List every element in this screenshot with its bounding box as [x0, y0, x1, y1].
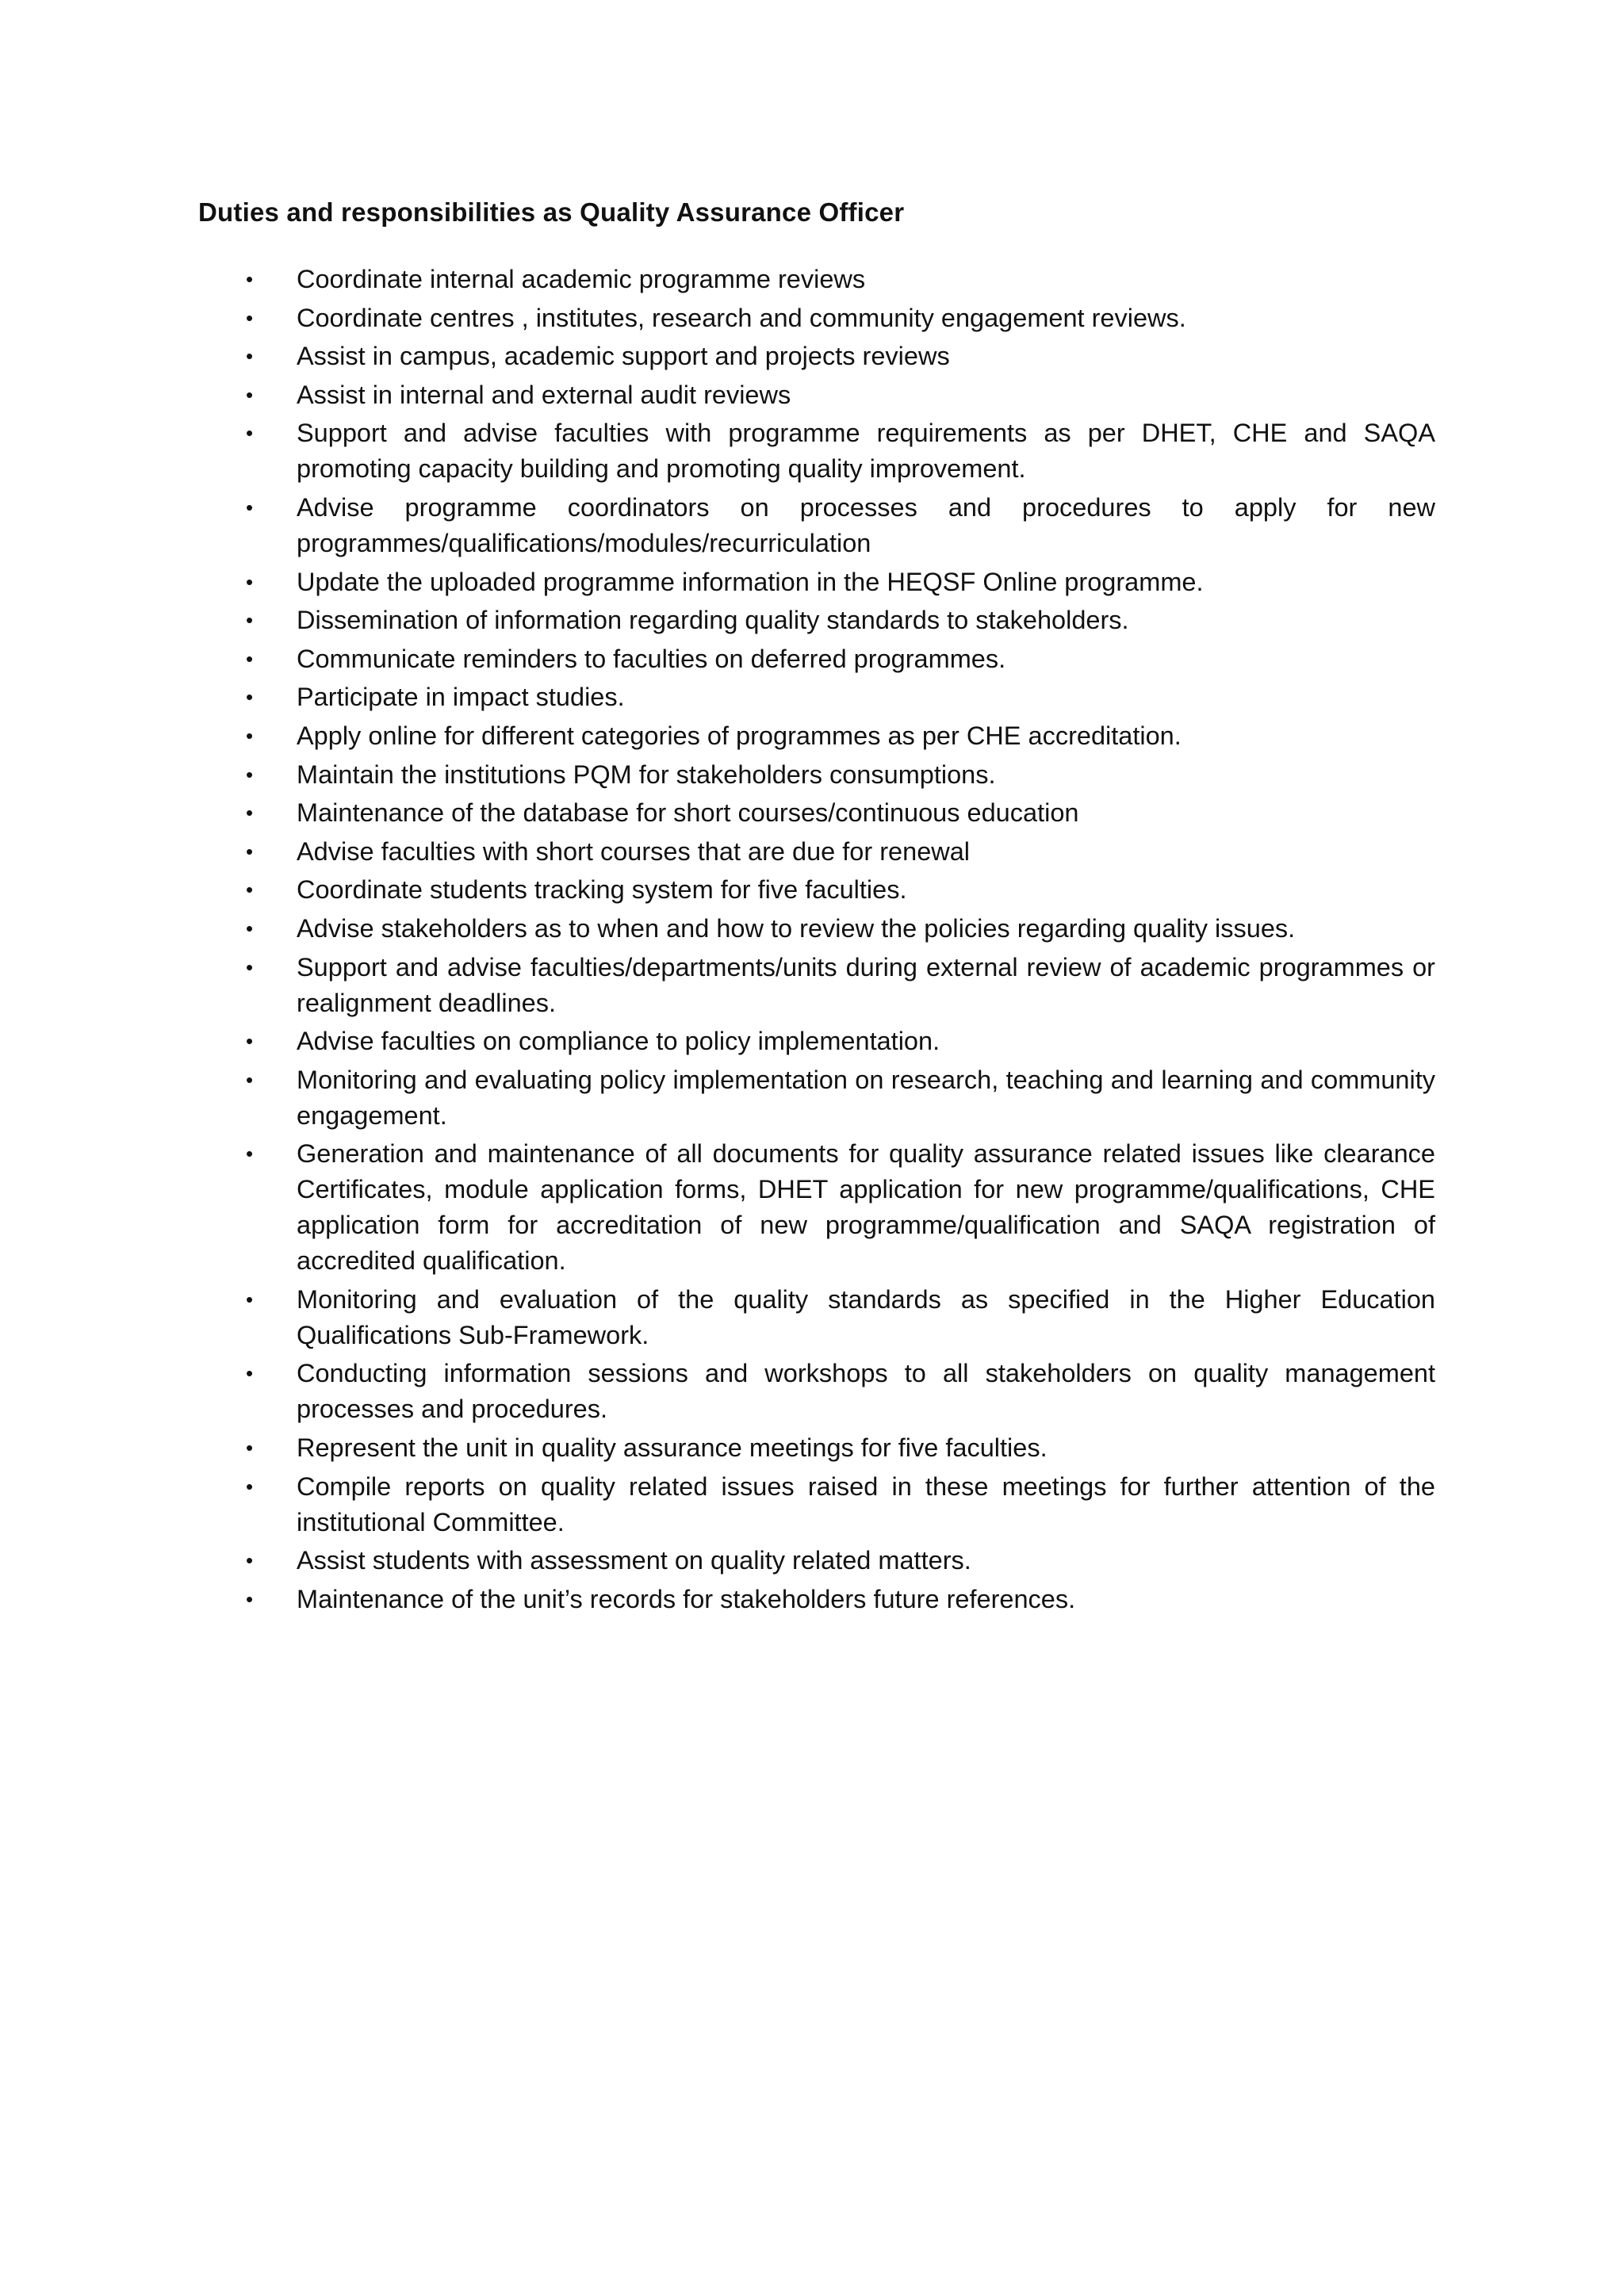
- bullet-icon: •: [246, 646, 254, 671]
- duty-item: [246, 1582, 1435, 1617]
- duty-item: [246, 377, 1435, 413]
- duty-text: Communicate reminders to faculties on deferred programmes.: [297, 644, 1006, 673]
- duty-item: [246, 564, 1435, 600]
- duty-text: Maintenance of the database for short courses/continuous education: [297, 798, 1079, 828]
- duty-item: [246, 641, 1435, 677]
- duty-item: [246, 757, 1435, 793]
- duty-text: Dissemination of information regarding quality standards to stakeholders.: [297, 606, 1129, 635]
- bullet-icon: •: [246, 382, 254, 407]
- duty-text: Monitoring and evaluating policy implementation on research, teaching and learning and community engagement.: [297, 1065, 1435, 1130]
- duty-text: Assist in campus, academic support and projects reviews: [297, 342, 950, 371]
- bullet-icon: •: [246, 1586, 254, 1611]
- duty-item: [246, 872, 1435, 908]
- duty-item: [246, 603, 1435, 638]
- bullet-icon: •: [246, 1067, 254, 1092]
- duty-text: Advise stakeholders as to when and how to review the policies regarding quality issues.: [297, 913, 1296, 943]
- bullet-icon: •: [246, 801, 254, 825]
- duty-item: [246, 1469, 1435, 1540]
- bullet-icon: •: [246, 878, 254, 902]
- duty-item: [246, 300, 1435, 336]
- duty-text: Maintain the institutions PQM for stakeholders consumptions.: [297, 760, 996, 789]
- bullet-icon: •: [246, 1474, 254, 1498]
- duty-item: [246, 262, 1435, 297]
- document-heading: Duties and responsibilities as Quality Assurance Officer: [198, 197, 905, 227]
- duty-item: [246, 1543, 1435, 1578]
- duty-text: Update the uploaded programme information in the HEQSF Online programme.: [297, 567, 1204, 596]
- duty-text: Conducting information sessions and workshops to all stakeholders on quality management processes and procedures.: [297, 1359, 1435, 1424]
- duty-item: [246, 1282, 1435, 1353]
- bullet-icon: •: [246, 1361, 254, 1386]
- duty-item: [246, 679, 1435, 715]
- duty-text: Coordinate students tracking system for five faculties.: [297, 875, 907, 905]
- duty-text: Advise faculties on compliance to policy implementation.: [297, 1027, 940, 1056]
- duty-text: Apply online for different categories of programmes as per CHE accreditation.: [297, 721, 1182, 750]
- bullet-icon: •: [246, 344, 254, 369]
- duty-text: Monitoring and evaluation of the quality standards as specified in the Higher Education Qualifications Sub-Framework.: [297, 1284, 1435, 1349]
- duty-item: [246, 950, 1435, 1021]
- bullet-icon: •: [246, 421, 254, 446]
- duty-text: Represent the unit in quality assurance meetings for five faculties.: [297, 1433, 1048, 1463]
- bullet-icon: •: [246, 1142, 254, 1166]
- bullet-icon: •: [246, 569, 254, 594]
- duty-item: [246, 718, 1435, 754]
- duty-text: Support and advise faculties with programme requirements as per DHET, CHE and SAQA promoting capacity building and promoting quality improvement.: [297, 419, 1435, 484]
- duty-item: [246, 1356, 1435, 1427]
- bullet-icon: •: [246, 495, 254, 519]
- bullet-icon: •: [246, 608, 254, 633]
- bullet-icon: •: [246, 267, 254, 291]
- bullet-icon: •: [246, 955, 254, 979]
- bullet-icon: •: [246, 1029, 254, 1054]
- bullet-icon: •: [246, 1287, 254, 1311]
- bullet-icon: •: [246, 723, 254, 748]
- bullet-icon: •: [246, 839, 254, 863]
- duty-text: Coordinate centres , institutes, research and community engagement reviews.: [297, 303, 1186, 332]
- duty-text: Advise programme coordinators on processes and procedures to apply for new programmes/qualifications/modules/recurriculation: [297, 492, 1435, 557]
- duty-item: [246, 1136, 1435, 1279]
- duty-text: Advise faculties with short courses that are due for renewal: [297, 836, 971, 866]
- duty-text: Participate in impact studies.: [297, 683, 625, 712]
- bullet-icon: •: [246, 762, 254, 786]
- bullet-icon: •: [246, 685, 254, 710]
- bullet-icon: •: [246, 305, 254, 330]
- duty-text: Coordinate internal academic programme reviews: [297, 265, 866, 293]
- duty-item: [246, 1430, 1435, 1466]
- duty-item: [246, 911, 1435, 947]
- duty-item: [246, 490, 1435, 561]
- duty-text: Generation and maintenance of all documents for quality assurance related issues like clearance Certificates, module application forms, DHET application for new programme/qualifications, CHE application form for accreditation of new programme/qualification and SAQA registration of accredited qualification.: [297, 1139, 1435, 1276]
- duty-text: Support and advise faculties/departments/units during external review of academic programmes or realignment deadlines.: [297, 952, 1435, 1017]
- duty-item: [246, 415, 1435, 487]
- bullet-icon: •: [246, 1436, 254, 1460]
- duty-text: Maintenance of the unit’s records for stakeholders future references.: [297, 1584, 1076, 1613]
- duty-text: Compile reports on quality related issues raised in these meetings for further attention of the institutional Committee.: [297, 1471, 1435, 1536]
- duties-list: [246, 262, 1435, 1620]
- duty-item: [246, 834, 1435, 870]
- bullet-icon: •: [246, 1548, 254, 1573]
- duty-item: [246, 795, 1435, 831]
- duty-item: [246, 1024, 1435, 1059]
- duty-text: Assist students with assessment on quality related matters.: [297, 1546, 971, 1575]
- duty-item: [246, 339, 1435, 374]
- duty-text: Assist in internal and external audit reviews: [297, 380, 791, 409]
- bullet-icon: •: [246, 916, 254, 940]
- duty-item: [246, 1062, 1435, 1134]
